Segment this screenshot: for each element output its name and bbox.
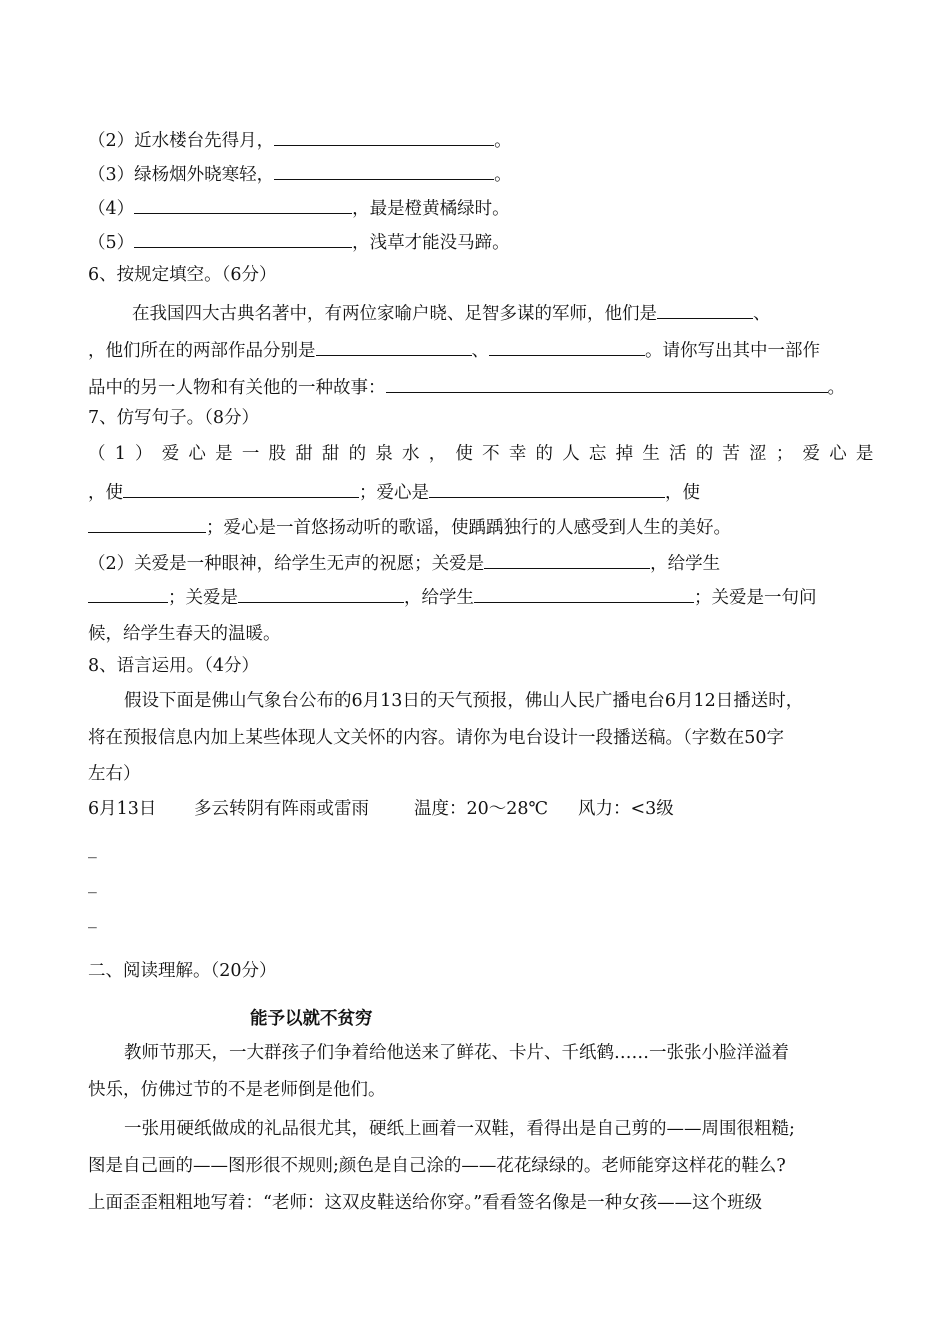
poem-q4: （4） ，最是橙黄橘绿时。 (88, 196, 510, 220)
q7-p1-blank1[interactable] (123, 480, 359, 498)
q8-forecast-wind: 风力：<3级 (578, 799, 674, 819)
reading-heading: 二、阅读理解。（20分） (88, 961, 277, 981)
q7-p2-line2: ；关爱是 ，给学生 ；关爱是一句问 (88, 585, 817, 609)
q6-line2: ，他们所在的两部作品分别是 、 。请你写出其中一部作 (88, 338, 820, 362)
poem-q3-blank[interactable] (274, 162, 494, 180)
q7-p2-blank2[interactable] (88, 585, 168, 603)
poem-q5: （5） ，浅草才能没马蹄。 (88, 230, 510, 254)
poem-q4-blank[interactable] (134, 196, 352, 214)
q6-heading: 6、按规定填空。（6分） (88, 265, 277, 285)
q6-line1: 在我国四大古典名著中，有两位家喻户晓、足智多谋的军师，他们是 、 (132, 301, 771, 325)
q8-answer-line[interactable]: _ (88, 874, 97, 894)
poem-q3: （3）绿杨烟外晓寒轻， 。 (88, 162, 512, 186)
q7-heading: 7、仿写句子。（8分） (88, 408, 260, 428)
poem-q2-prefix: （2）近水楼台先得月， (88, 131, 275, 151)
q7-p1-line3: ；爱心是一首悠扬动听的歌谣，使踽踽独行的人感受到人生的美好。 (88, 515, 731, 539)
poem-q2: （2）近水楼台先得月， 。 (88, 128, 512, 152)
q6-line3: 品中的另一人物和有关他的一种故事： 。 (88, 375, 845, 399)
q8-answer-line[interactable]: _ (88, 839, 97, 859)
reading-title: 能予以就不贫穷 (250, 1009, 373, 1029)
q7-p2-blank1[interactable] (484, 551, 650, 569)
q8-answer-line[interactable]: _ (88, 909, 97, 929)
q8-line2: 将在预报信息内加上某些体现人文关怀的内容。请你为电台设计一段播送稿。（字数在50字 (88, 728, 785, 748)
q7-p1-line1: （1）爱心是一股甜甜的泉水，使不幸的人忘掉生活的苦涩；爱心是 (88, 444, 883, 464)
poem-q2-blank[interactable] (274, 128, 494, 146)
poem-q5-suffix: ，浅草才能没马蹄。 (352, 233, 510, 253)
q6-blank-advisor[interactable] (657, 301, 753, 319)
q8-line1: 假设下面是佛山气象台公布的6月13日的天气预报，佛山人民广播电台6月12日播送时， (124, 691, 804, 711)
q7-p2-blank4[interactable] (474, 585, 694, 603)
poem-q4-suffix: ，最是橙黄橘绿时。 (352, 199, 510, 219)
reading-p1-line2: 快乐，仿佛过节的不是老师倒是他们。 (88, 1080, 386, 1100)
q7-p2-blank3[interactable] (238, 585, 404, 603)
poem-q3-prefix: （3）绿杨烟外晓寒轻， (88, 165, 275, 185)
q8-forecast-weather: 多云转阴有阵雨或雷雨 (194, 799, 369, 819)
reading-p2-line1: 一张用硬纸做成的礼品很尤其，硬纸上画着一双鞋，看得出是自己剪的——周围很粗糙; (124, 1119, 795, 1139)
q8-line3: 左右） (88, 764, 141, 784)
q7-p1-blank3[interactable] (88, 515, 206, 533)
q6-blank-work2[interactable] (489, 338, 645, 356)
q8-forecast-date: 6月13日 (88, 799, 157, 819)
reading-p2-line3: 上面歪歪粗粗地写着：“老师：这双皮鞋送给你穿。”看看签名像是一种女孩——这个班级 (88, 1193, 763, 1213)
q7-p2-line1: （2）关爱是一种眼神，给学生无声的祝愿；关爱是 ，给学生 (88, 551, 720, 575)
q6-blank-story[interactable] (386, 375, 828, 393)
q7-p2-line3: 候，给学生春天的温暖。 (88, 624, 281, 644)
poem-q5-blank[interactable] (134, 230, 352, 248)
q8-forecast-temperature: 温度：20～28℃ (414, 799, 549, 819)
reading-p2-line2: 图是自己画的——图形很不规则;颜色是自己涂的——花花绿绿的。老师能穿这样花的鞋么? (88, 1156, 786, 1176)
reading-p1-line1: 教师节那天，一大群孩子们争着给他送来了鲜花、卡片、千纸鹤……一张张小脸洋溢着 (124, 1043, 789, 1063)
q7-p1-line2: ，使 ；爱心是 ，使 (88, 480, 700, 504)
q6-blank-work1[interactable] (316, 338, 472, 356)
q8-heading: 8、语言运用。（4分） (88, 656, 260, 676)
q7-p1-blank2[interactable] (429, 480, 665, 498)
